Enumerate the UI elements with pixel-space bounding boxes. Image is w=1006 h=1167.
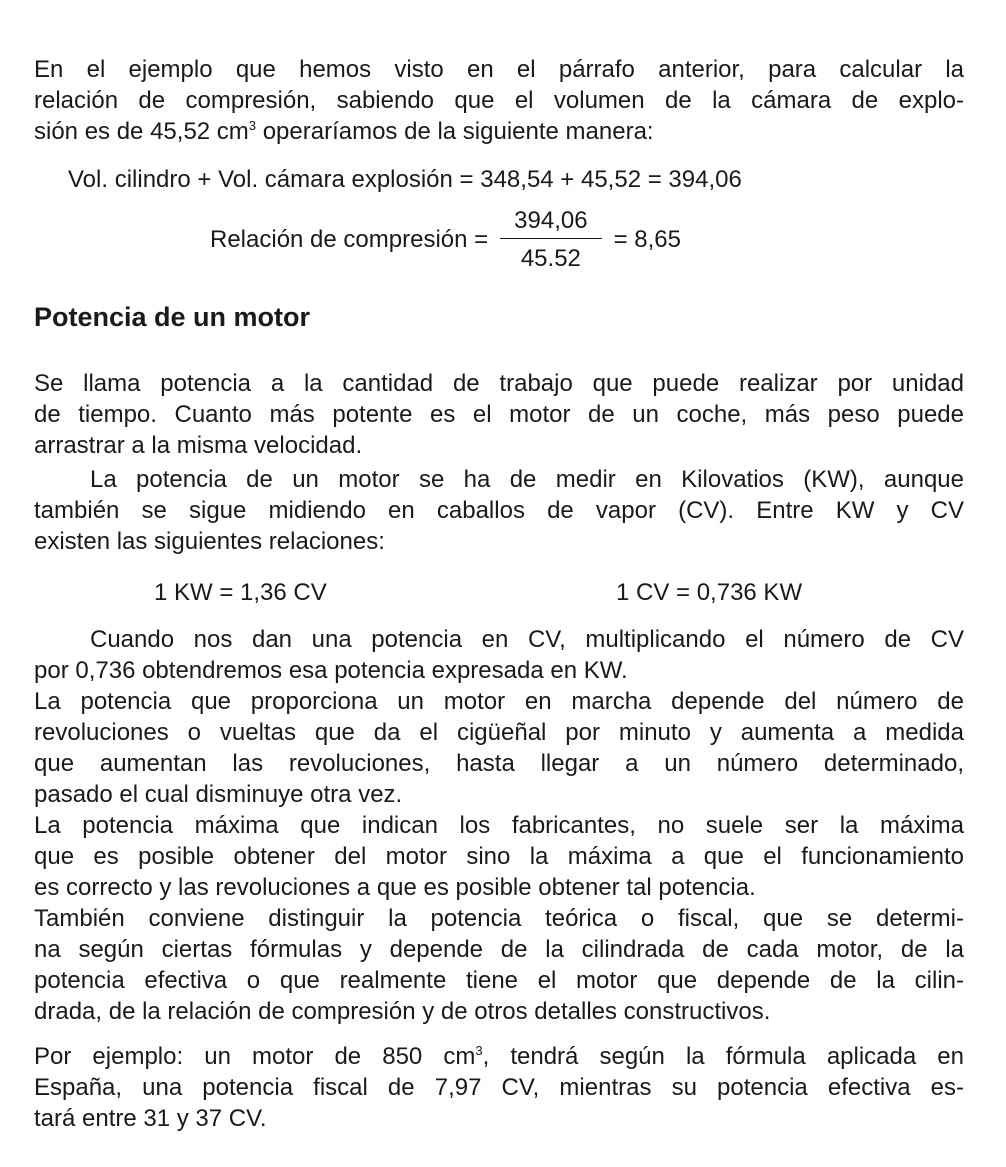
section-heading: Potencia de un motor [34, 302, 311, 332]
text-line: En el ejemplo que hemos visto en el párrafo anterior, para calcular la [34, 56, 964, 83]
paragraph-units [34, 464, 964, 557]
fraction [500, 205, 601, 274]
text-line: potencia efectiva o que realmente tiene el motor que depende de la cilin- [34, 967, 964, 994]
text-line: También conviene distinguir la potencia teórica o fiscal, que se determi- [34, 905, 964, 932]
text-line: Cuando nos dan una potencia en CV, multiplicando el número de CV [90, 626, 964, 653]
text-line: Por ejemplo: un motor de 850 $cm^3$, tendrá según la fórmula aplicada en [34, 1043, 965, 1070]
text-line: revoluciones o vueltas que da el cigüeñal por minuto y aumenta a medida [34, 719, 964, 746]
text-line: La potencia que proporciona un motor en marcha depende del número de [34, 688, 964, 715]
paragraph-example [34, 1041, 964, 1134]
text-line: La potencia máxima que indican los fabricantes, no suele ser la máxima [34, 812, 964, 839]
text-line: drada, de la relación de compresión y de otros detalles constructivos. [34, 998, 771, 1025]
superscript: 3 [475, 1043, 483, 1058]
text-line: relación de compresión, sabiendo que el volumen de la cámara de explo- [34, 87, 964, 114]
intro-paragraph [34, 54, 964, 147]
fraction-denominator: 45.52 [520, 244, 581, 272]
text-line: Se llama potencia a la cantidad de trabajo que puede realizar por unidad [34, 370, 964, 397]
text-line: na según ciertas fórmulas y depende de la cilindrada de cada motor, de la [34, 936, 964, 963]
superscript: 3 [248, 118, 257, 133]
relation-kw-to-cv: 1 KW = 1,36 CV [154, 579, 327, 606]
text-line: existen las siguientes relaciones: [34, 528, 385, 555]
formula-volume-sum: Vol. cilindro + Vol. cámara explosión = 348,54 + 45,52 = 394,06 [68, 166, 742, 193]
text-line: tará entre 31 y 37 CV. [34, 1105, 267, 1132]
text-line: arrastrar a la misma velocidad. [34, 432, 363, 459]
fraction-bar [500, 238, 601, 239]
text-line: de tiempo. Cuanto más potente es el motor de un coche, más peso puede [34, 401, 964, 428]
text-line: también se sigue midiendo en caballos de vapor (CV). Entre KW y CV [34, 497, 964, 524]
text-line: La potencia de un motor se ha de medir en Kilovatios (KW), aunque [90, 466, 964, 493]
text-line: sión es de 45,52 $cm^3$ operaríamos de la siguiente manera: [34, 118, 654, 145]
paragraph-power-details [34, 624, 964, 1027]
text-line: España, una potencia fiscal de 7,97 CV, mientras su potencia efectiva es- [34, 1074, 964, 1101]
text-line: por 0,736 obtendremos esa potencia expresada en KW. [34, 657, 628, 684]
formula-compression-ratio [210, 204, 681, 274]
unit-relations [0, 577, 1006, 609]
fraction-numerator: 394,06 [514, 206, 588, 234]
formula-result: = 8,65 [613, 225, 681, 253]
text-line: que aumentan las revoluciones, hasta llegar a un número determinado, [34, 750, 964, 777]
relation-cv-to-kw: 1 CV = 0,736 KW [616, 579, 803, 606]
text-line: es correcto y las revoluciones a que es posible obtener tal potencia. [34, 874, 756, 901]
paragraph-definition [34, 368, 964, 461]
formula-label: Relación de compresión = [210, 225, 489, 253]
text-line: pasado el cual disminuye otra vez. [34, 781, 403, 808]
text-line: que es posible obtener del motor sino la máxima a que el funcionamiento [34, 843, 964, 870]
